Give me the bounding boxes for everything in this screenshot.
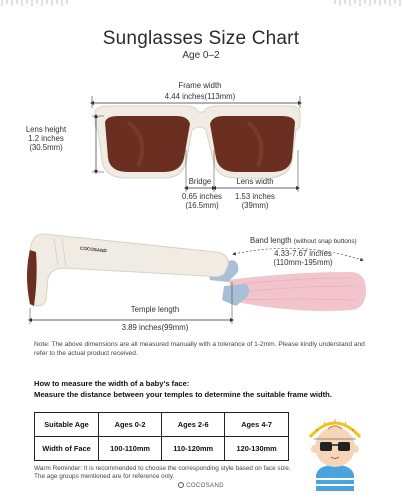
table-cell: 120-130mm: [225, 437, 289, 461]
front-view-diagram: [0, 0, 402, 220]
temple-length-label: Temple length: [130, 305, 180, 314]
measurement-note: Note: The above dimensions are all measured manually with a tolerance of 1-2mm. Please kindly understand and refer to the actual product received.: [34, 341, 365, 357]
bridge-value-mm: (16.5mm): [185, 201, 219, 210]
temple-arm: [28, 234, 228, 306]
howto-heading: How to measure the width of a baby's face:: [34, 379, 190, 388]
table-cell: 110-120mm: [162, 437, 225, 461]
band-length-label-group: [250, 236, 400, 246]
footer-brand: [0, 482, 402, 489]
band-length-label: Band length: [250, 236, 292, 245]
lens-height-label: Lens height: [25, 125, 67, 134]
lens-width-label: Lens width: [236, 177, 274, 186]
table-cell: Suitable Age: [35, 413, 99, 437]
bridge-value-in: 0.65 inches: [182, 192, 222, 201]
table-cell: 100-110mm: [99, 437, 162, 461]
lens-width-value-in: 1.53 inches: [235, 192, 275, 201]
band-length-value-in: 4.33-7.67 inches: [274, 249, 332, 258]
lens-height-value-mm: (30.5mm): [29, 143, 63, 152]
howto-instruction: Measure the distance between your temples to determine the suitable frame width.: [34, 390, 332, 399]
band-length-note: (without snap buttons): [293, 238, 357, 245]
left-lens: [105, 116, 190, 172]
page-title: Sunglasses Size Chart: [102, 28, 300, 49]
table-row: [35, 413, 289, 437]
baby-illustration: [302, 405, 368, 493]
size-table: [34, 412, 289, 461]
table-cell: Ages 4-7: [225, 413, 289, 437]
table-cell: Width of Face: [35, 437, 99, 461]
table-cell: Ages 2-6: [162, 413, 225, 437]
frame-width-label: Frame width: [178, 81, 222, 90]
warm-reminder: Warm Reminder: It is recommended to choose the corresponding style based on face size. The age groups mentioned are for reference only.: [34, 465, 291, 481]
temple-brand-text: COCOSAND: [79, 245, 108, 254]
table-row: [35, 437, 289, 461]
bridge-label: Bridge: [188, 177, 212, 186]
lens-height-value-in: 1.2 inches: [28, 134, 64, 143]
howto-section: [34, 378, 394, 400]
lens-width-value-mm: (39mm): [241, 201, 269, 210]
table-cell: Ages 0-2: [99, 413, 162, 437]
page-subtitle: Age 0–2: [182, 50, 220, 61]
temple-length-value: 3.89 inches(99mm): [121, 323, 189, 332]
frame-width-value: 4.44 inches(113mm): [164, 92, 236, 101]
brand-logo-icon: [178, 482, 184, 488]
band-length-value-mm: (110mm-195mm): [273, 258, 333, 267]
footer-brand-text: COCOSAND: [186, 483, 224, 489]
